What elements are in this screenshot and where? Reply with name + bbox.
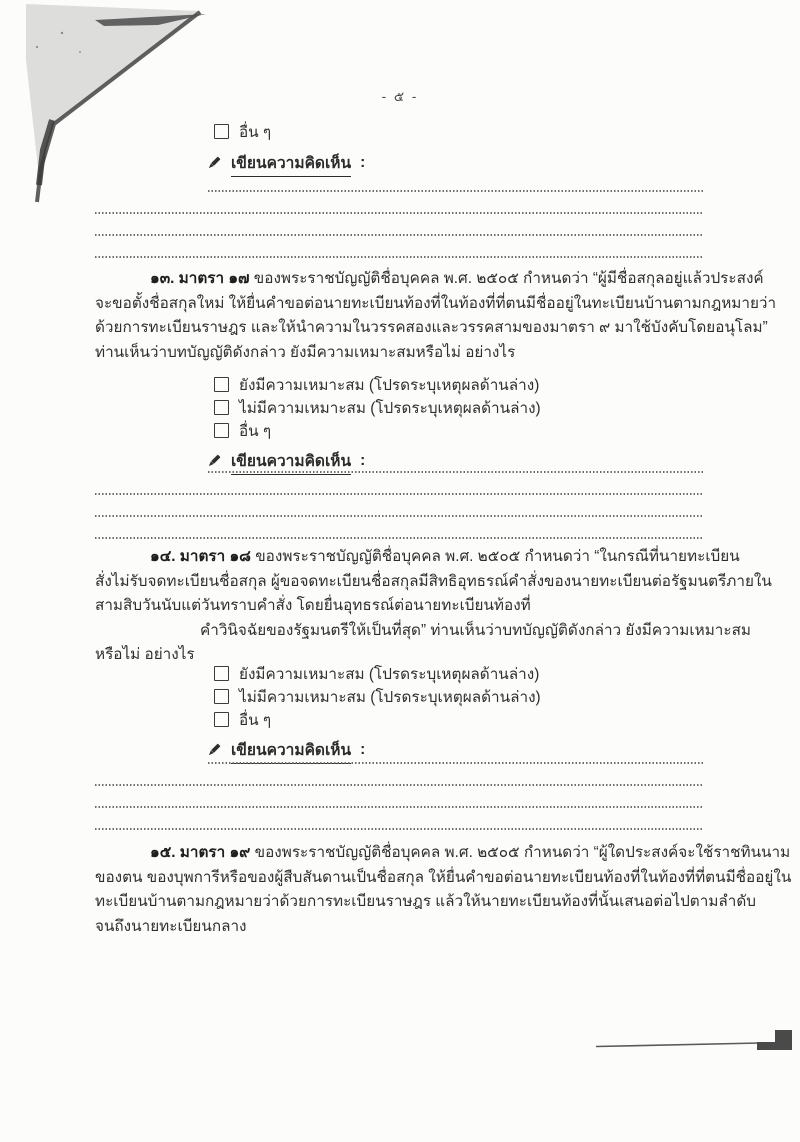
checkbox-other[interactable] (214, 124, 229, 139)
section-14-heading: ๑๔. มาตรา ๑๘ (150, 548, 251, 565)
option-row-appropriate (95, 373, 707, 396)
opinion-colon: : (360, 154, 366, 171)
checkbox-not-appropriate[interactable] (214, 400, 229, 415)
section-13-line: ท่านเห็นว่าบทบัญญัติดังกล่าว ยังมีความเหมาะสมหรือไม่ อย่างไร (95, 343, 516, 361)
pencil-icon (205, 155, 222, 172)
checkbox-other[interactable] (214, 423, 229, 438)
answer-line (95, 806, 703, 808)
checkbox-appropriate[interactable] (214, 377, 229, 392)
section-15-line: ทะเบียนบ้านตามกฎหมายว่าด้วยการทะเบียนราษฎร แล้วให้นายทะเบียนท้องที่นั้นเสนอต่อไปตามลำดับ (95, 893, 757, 911)
opinion-label: เขียนความคิดเห็น (231, 737, 351, 764)
option-label: อื่น ๆ (239, 423, 272, 440)
section-15-intro: ของพระราชบัญญัติชื่อบุคคล พ.ศ. ๒๕๐๕ กำหนดว่า “ผู้ใดประสงค์จะใช้ราชทินนาม (250, 844, 791, 861)
answer-line (95, 828, 703, 830)
section-13-heading: ๑๓. มาตรา ๑๗ (150, 270, 250, 287)
answer-line (208, 471, 703, 473)
checkbox-not-appropriate[interactable] (214, 689, 229, 704)
section-15-line: จนถึงนายทะเบียนกลาง (95, 917, 247, 935)
top-continuation-block (95, 120, 707, 176)
option-label: ยังมีความเหมาะสม (โปรดระบุเหตุผลด้านล่าง) (239, 377, 540, 394)
answer-lines-3 (95, 762, 707, 850)
answer-line (208, 190, 703, 192)
answer-line (95, 537, 703, 539)
section-14-line: สามสิบวันนับแต่วันทราบคำสั่ง โดยยื่นอุทธรณ์ต่อนายทะเบียนท้องที่ (95, 597, 531, 615)
opinion-colon: : (360, 452, 366, 469)
opinion-label: เขียนความคิดเห็น (231, 448, 351, 475)
answer-lines-1 (95, 190, 707, 278)
section-13-intro: ของพระราชบัญญัติชื่อบุคคล พ.ศ. ๒๕๐๕ กำหนดว่า “ผู้มีชื่อสกุลอยู่แล้วประสงค์ (249, 270, 764, 287)
section-13-options (95, 373, 707, 474)
opinion-colon: : (360, 741, 366, 758)
opinion-prompt-row (95, 150, 707, 176)
answer-line (95, 234, 703, 236)
opinion-label: เขียนความคิดเห็น (231, 150, 351, 177)
section-14-line: คำวินิจฉัยของรัฐมนตรีให้เป็นที่สุด” ท่านเห็นว่าบทบัญญัติดังกล่าว ยังมีความเหมาะสม (200, 621, 752, 639)
section-14-intro: ของพระราชบัญญัติชื่อบุคคล พ.ศ. ๒๕๐๕ กำหนดว่า “ในกรณีที่นายทะเบียน (250, 548, 740, 565)
option-label: ไม่มีความเหมาะสม (โปรดระบุเหตุผลด้านล่าง) (239, 689, 541, 706)
section-14-line: หรือไม่ อย่างไร (95, 646, 195, 664)
option-row-appropriate (95, 662, 707, 685)
answer-line (95, 256, 703, 258)
answer-line (95, 493, 703, 495)
option-label: ยังมีความเหมาะสม (โปรดระบุเหตุผลด้านล่าง) (239, 666, 540, 683)
opinion-prompt-row (95, 737, 707, 763)
option-label: อื่น ๆ (239, 712, 272, 729)
option-label: อื่น ๆ (239, 124, 272, 141)
section-14-paragraph (95, 545, 772, 668)
pencil-icon (205, 453, 222, 470)
option-row-not-appropriate (95, 396, 707, 419)
checkbox-other[interactable] (214, 712, 229, 727)
section-14-line: สั่งไม่รับจดทะเบียนชื่อสกุล ผู้ขอจดทะเบียนชื่อสกุลมีสิทธิอุทธรณ์คำสั่งของนายทะเบียนต่อรัฐมนตรีภายใน (95, 572, 772, 590)
answer-line (95, 515, 703, 517)
section-15-paragraph (95, 841, 792, 939)
page-number: - ๕ - (381, 89, 419, 104)
page-fold-artifact (0, 0, 230, 215)
section-13-paragraph (95, 267, 777, 365)
answer-line (208, 762, 703, 764)
option-row-not-appropriate (95, 685, 707, 708)
section-13-line: จะขอตั้งชื่อสกุลใหม่ ให้ยื่นคำขอต่อนายทะเบียนท้องที่ในท้องที่ที่ตนมีชื่ออยู่ในทะเบียนบ้านตามกฎหมายว่า (95, 294, 777, 312)
option-row-other (95, 708, 707, 731)
section-15-heading: ๑๕. มาตรา ๑๙ (150, 844, 251, 861)
crop-mark-artifact (560, 1020, 800, 1060)
option-row-other (95, 419, 707, 442)
section-14-options (95, 662, 707, 763)
option-row-other (95, 120, 707, 143)
answer-line (95, 784, 703, 786)
pencil-icon (205, 742, 222, 759)
answer-line (95, 212, 703, 214)
option-label: ไม่มีความเหมาะสม (โปรดระบุเหตุผลด้านล่าง) (239, 400, 541, 417)
checkbox-appropriate[interactable] (214, 666, 229, 681)
section-13-line: ด้วยการทะเบียนราษฎร และให้นำความในวรรคสองและวรรคสามของมาตรา ๙ มาใช้บังคับโดยอนุโลม” (95, 319, 768, 337)
section-15-line: ของตน ของบุพการีหรือของผู้สืบสันดานเป็นชื่อสกุล ให้ยื่นคำขอต่อนายทะเบียนท้องที่ในท้องที่ที่ตนมีชื่ออยู่ใน (95, 868, 792, 886)
